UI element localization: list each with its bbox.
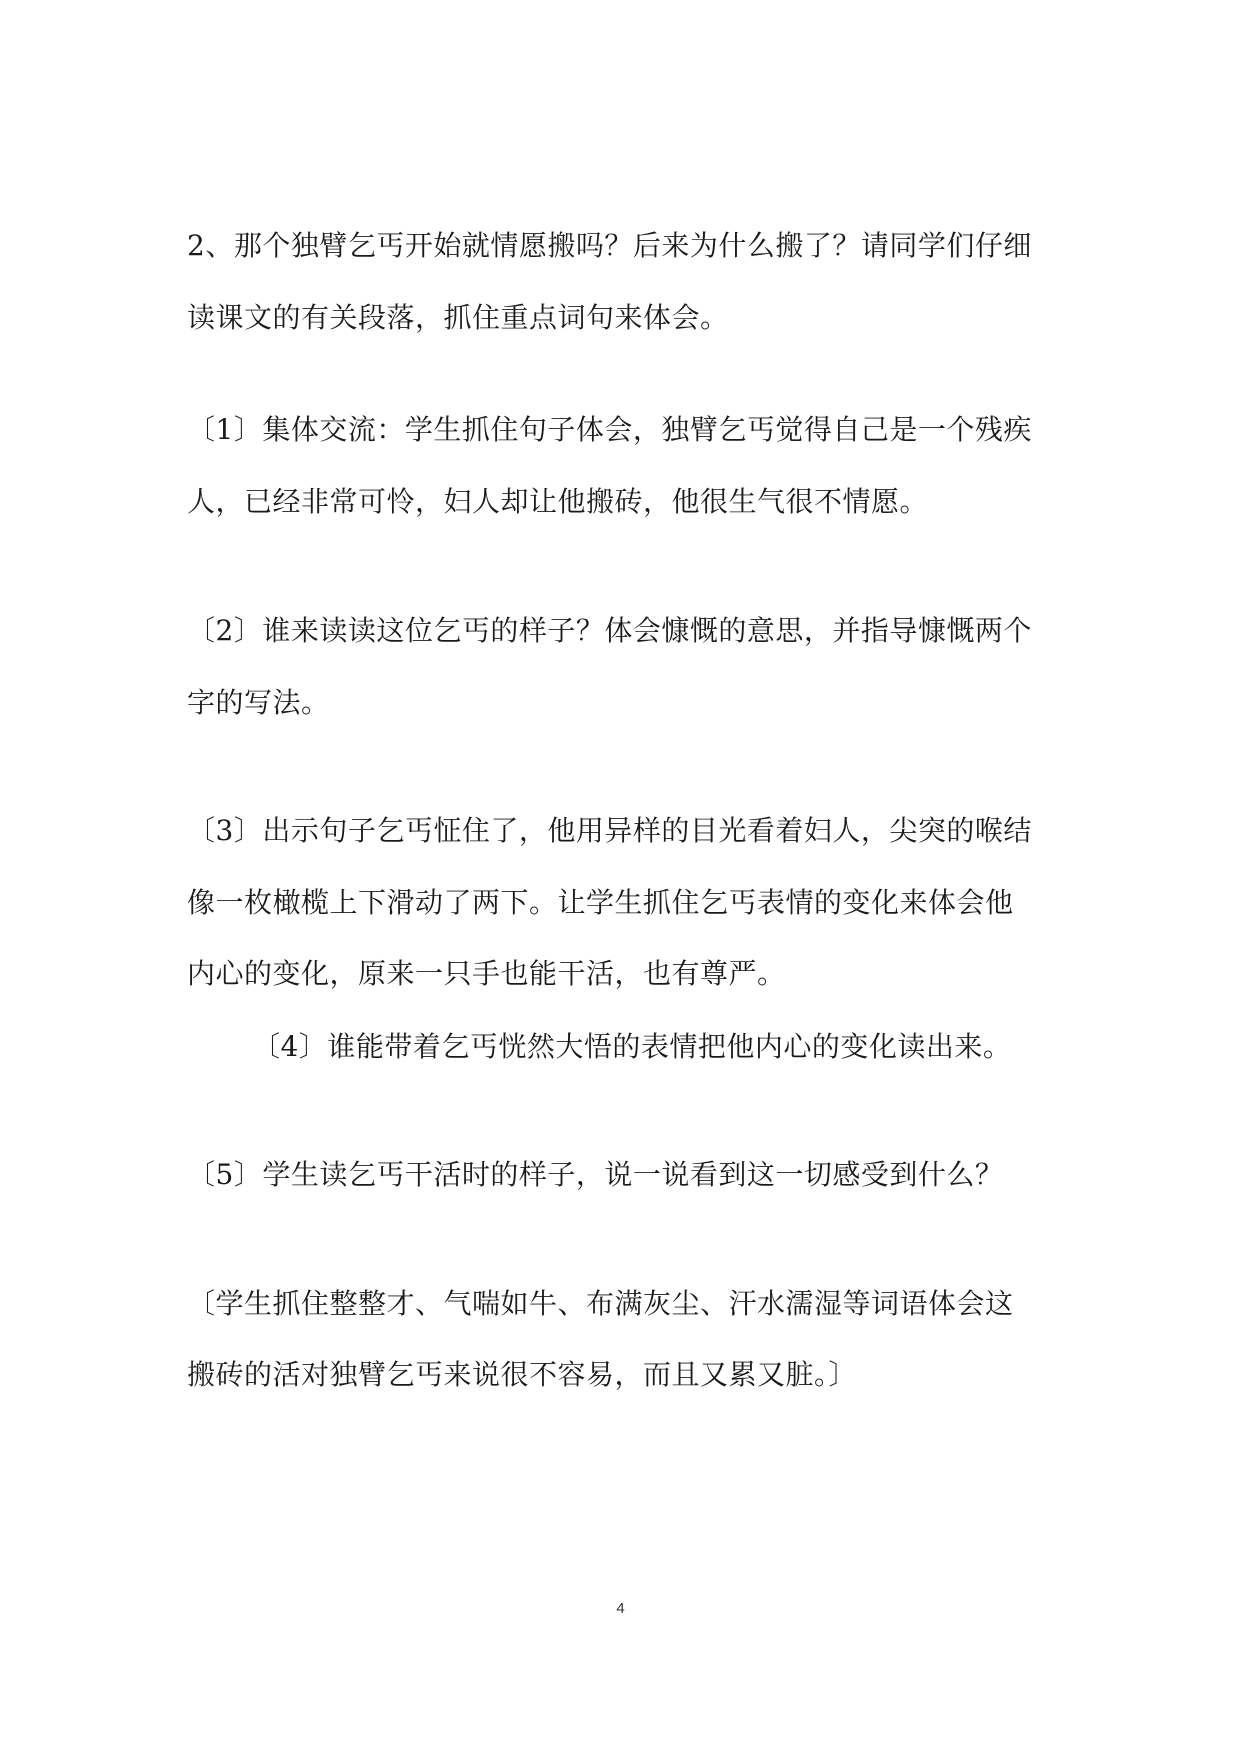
item-2-line-1: 〔2〕谁来读读这位乞丐的样子？体会慷慨的意思，并指导慷慨两个 <box>187 614 1032 647</box>
question-2-line-1: 2、那个独臂乞丐开始就情愿搬吗？后来为什么搬了？请同学们仔细 <box>187 229 1032 262</box>
item-4-line-1: 〔4〕谁能带着乞丐恍然大悟的表情把他内心的变化读出来。 <box>252 1030 1012 1063</box>
item-5-line-1: 〔5〕学生读乞丐干活时的样子，说一说看到这一切感受到什么？ <box>187 1158 1004 1191</box>
item-2-line-2: 字的写法。 <box>187 686 330 719</box>
page-number: 4 <box>616 1600 625 1617</box>
item-1-line-2: 人，已经非常可怜，妇人却让他搬砖，他很生气很不情愿。 <box>187 485 929 518</box>
item-3-line-3: 内心的变化，原来一只手也能干活，也有尊严。 <box>187 957 786 990</box>
question-2-line-2: 读课文的有关段落，抓住重点词句来体会。 <box>187 301 729 334</box>
note-line-1: 〔学生抓住整整才、气喘如牛、布满灰尘、汗水濡湿等词语体会这 <box>187 1287 1014 1320</box>
item-1-line-1: 〔1〕集体交流：学生抓住句子体会，独臂乞丐觉得自己是一个残疾 <box>187 413 1032 446</box>
note-line-2: 搬砖的活对独臂乞丐来说很不容易，而且又累又脏。〕 <box>187 1358 858 1391</box>
item-3-line-1: 〔3〕出示句子乞丐怔住了，他用异样的目光看着妇人，尖突的喉结 <box>187 814 1032 847</box>
item-3-line-2: 像一枚橄榄上下滑动了两下。让学生抓住乞丐表情的变化来体会他 <box>187 886 1014 919</box>
